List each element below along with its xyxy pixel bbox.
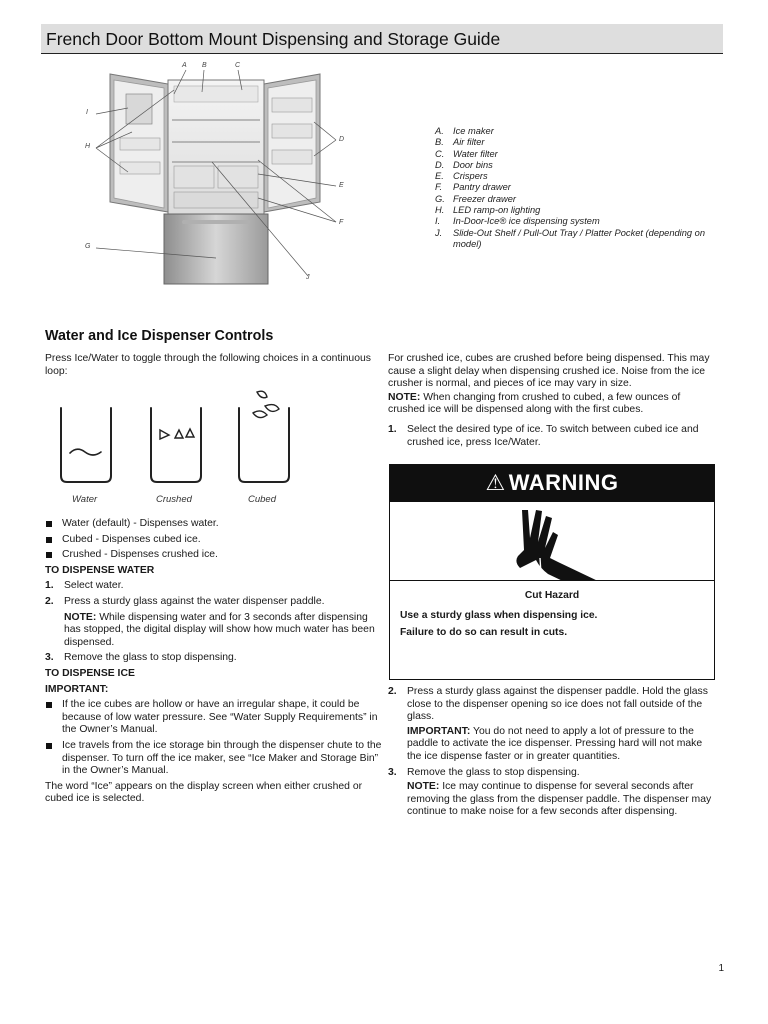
ice-steps: [388, 424, 718, 449]
ice-steps-cont: [388, 686, 718, 724]
warning-triangle-icon: ⚠: [485, 470, 506, 496]
water-steps-cont: [45, 652, 385, 665]
intro-paragraph: Press Ice/Water to toggle through the following choices in a continuous loop:: [45, 353, 371, 377]
warning-header: [390, 465, 714, 502]
hazard-line-1: Use a sturdy glass when dispensing ice.: [400, 609, 598, 621]
glass-icons: [45, 386, 305, 494]
refrigerator-illustration: [82, 62, 354, 318]
figure-label-i: I: [86, 109, 88, 116]
water-note: NOTE: While dispensing water and for 3 seconds after dispensing has stopped, the digital display will show how much water has been dispensed.: [64, 611, 375, 648]
hazard-title: Cut Hazard: [524, 590, 580, 601]
dispense-ice-heading: TO DISPENSE ICE: [45, 667, 135, 679]
figure-legend: [435, 126, 725, 250]
legend-item: A. Ice maker: [435, 126, 494, 136]
legend-item: J. Slide-Out Shelf / Pull-Out Tray / Platter Pocket (depending on model): [435, 227, 706, 249]
closing-paragraph: The word “Ice” appears on the display screen when either crushed or cubed ice is selected.: [45, 780, 363, 805]
list-item: 3. Remove the glass to stop dispensing.: [45, 652, 237, 664]
refrigerator-figure: [82, 62, 354, 318]
figure-label-c: C: [235, 62, 241, 69]
title-bar: [41, 24, 723, 54]
right-bottom: [388, 686, 718, 819]
legend-item: E. Crispers: [435, 171, 488, 182]
figure-label-g: G: [85, 243, 91, 250]
legend-item: B. Air filter: [435, 137, 485, 148]
figure-label-b: B: [202, 62, 207, 69]
warning-box: [389, 464, 715, 680]
left-intro: [45, 353, 380, 378]
figure-label-f: F: [339, 219, 344, 226]
legend-item: D. Door bins: [435, 159, 493, 170]
list-item: 2. Press a sturdy glass against the dispenser paddle. Hold the glass close to the dispenser opening so ice does not fall outside of the glass.: [388, 686, 708, 723]
water-caption: Water: [72, 494, 98, 505]
list-item: Ice travels from the ice storage bin through the dispenser chute to the dispenser. To turn off the ice maker, see “Ice Maker and Storage Bin” in the Owner’s Manual.: [45, 740, 385, 778]
left-body: [45, 518, 385, 806]
legend-item: H. LED ramp-on lighting: [435, 205, 541, 216]
crushed-ice-paragraph: For crushed ice, cubes are crushed before being dispensed. This may cause a slight delay when dispensing crushed ice. Noise from the ice crusher is normal, and pieces of ice may vary in size.: [388, 353, 710, 390]
right-top: [388, 353, 718, 449]
list-item: 2. Press a sturdy glass against the water dispenser paddle.: [45, 595, 325, 607]
list-item: Cubed - Dispenses cubed ice.: [45, 534, 385, 547]
dispense-note: NOTE: Ice may continue to dispense for several seconds after removing the glass from the dispenser paddle. The dispenser may continue to make noise for a few seconds after dispensing.: [407, 781, 712, 818]
mode-list: [45, 518, 385, 562]
page-number: 1: [718, 963, 724, 974]
figure-label-h: H: [85, 143, 91, 150]
water-steps: [45, 580, 385, 608]
figure-label-e: E: [339, 182, 344, 189]
list-item: 3. Remove the glass to stop dispensing.: [388, 766, 580, 778]
cubed-caption: Cubed: [248, 494, 276, 505]
figure-label-j: J: [306, 274, 310, 281]
figure-label-a: A: [182, 62, 187, 69]
cut-hand-icon: [390, 502, 714, 580]
warning-word: WARNING: [508, 470, 619, 496]
important-heading: IMPORTANT:: [45, 683, 109, 695]
warning-divider: [390, 580, 714, 581]
section-title: Water and Ice Dispenser Controls: [45, 328, 274, 344]
page-title: French Door Bottom Mount Dispensing and Storage Guide: [46, 29, 501, 49]
list-item: Crushed - Dispenses crushed ice.: [45, 549, 385, 562]
legend-item: C. Water filter: [435, 148, 498, 159]
warning-text: [400, 590, 704, 645]
crushed-caption: Crushed: [156, 494, 192, 505]
dispenser-mode-icons: [45, 386, 305, 508]
figure-label-d: D: [339, 136, 345, 143]
list-item: 1. Select water.: [45, 580, 124, 592]
ice-steps-final: [388, 767, 718, 780]
list-item: 1. Select the desired type of ice. To switch between cubed ice and crushed ice, press Ice/Water.: [388, 423, 699, 448]
dispense-water-heading: TO DISPENSE WATER: [45, 564, 155, 576]
list-item: Water (default) - Dispenses water.: [45, 518, 385, 531]
legend-item: G. Freezer drawer: [435, 193, 517, 204]
ice-notes: [45, 699, 385, 778]
list-item: If the ice cubes are hollow or have an irregular shape, it could be because of low water pressure. See “Water Supply Requirements” in the Owner’s Manual.: [45, 699, 385, 737]
cut-hazard-pictogram: [390, 502, 714, 580]
legend-item: F. Pantry drawer: [435, 182, 511, 193]
legend-item: I. In-Door-Ice® ice dispensing system: [435, 216, 600, 227]
important-note: IMPORTANT: You do not need to apply a lot of pressure to the paddle to activate the ice dispenser. Pressing hard will not make the ice dispense faster or in greater quantities.: [407, 725, 703, 762]
hazard-line-2: Failure to do so can result in cuts.: [400, 627, 568, 639]
crushed-note: NOTE: When changing from crushed to cubed, a few ounces of crushed ice will be dispensed along with the first cubes.: [388, 391, 681, 416]
